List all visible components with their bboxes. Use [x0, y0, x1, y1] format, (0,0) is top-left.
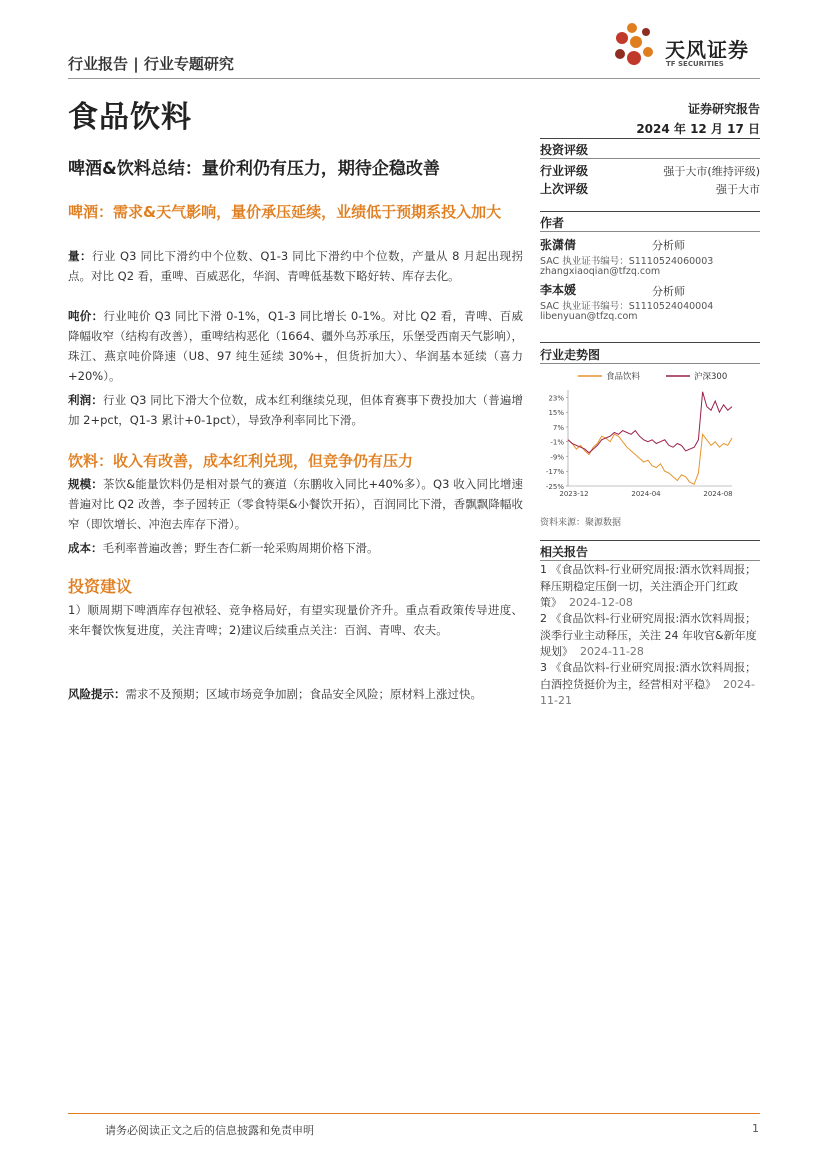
prev-rating-value: 强于大市	[716, 183, 760, 196]
author-cert: SAC 执业证书编号：S1110524040004	[540, 301, 714, 312]
legend-label: 沪深300	[694, 372, 728, 382]
risk-paragraph	[68, 684, 523, 704]
logo-subtext: TF SECURITIES	[666, 60, 724, 68]
related-report-date: 2024-11-21	[540, 677, 755, 707]
trend-divider	[540, 363, 760, 364]
y-tick-label: -25%	[545, 483, 564, 491]
beer-profit-paragraph	[68, 390, 523, 430]
y-tick-label: -9%	[550, 453, 564, 462]
y-tick-label: 7%	[552, 423, 564, 432]
rating-divider	[540, 158, 760, 159]
authors-title: 作者	[540, 216, 565, 230]
beer-section-title: 啤酒：需求&天气影响，量价承压延续，业绩低于预期系投入加大	[68, 203, 502, 221]
related-report-item[interactable]	[540, 611, 758, 661]
footer-disclaimer[interactable]: 请务必阅读正文之后的信息披露和免责申明	[105, 1124, 314, 1137]
y-tick-label: 23%	[548, 394, 564, 403]
current-rating-value: 强于大市(维持评级)	[663, 165, 760, 178]
invest-section-title: 投资建议	[68, 577, 133, 596]
series-line	[568, 434, 732, 484]
drinks-section-title: 饮料：收入有改善，成本红利兑现，但竞争仍有压力	[68, 452, 414, 470]
beer-price-paragraph	[68, 306, 523, 386]
current-rating-label: 行业评级	[540, 164, 589, 178]
price-text: 行业吨价 Q3 同比下滑 0-1%，Q1-3 同比增长 0-1%。对比 Q2 看，青啤、百威降幅收窄（结构有改善），重啤结构恶化（1664、疆外乌苏承压，乐堡受西南天气影响），珠江、燕京吨价降速（U8、97 纯生延续 30%+，但货折加大）、华润基本延续（喜力+20%）。	[68, 309, 524, 383]
related-top-divider	[540, 540, 760, 541]
scale-text: 茶饮&能量饮料仍是相对景气的赛道（东鹏收入同比+40%多）。Q3 收入同比增速普遍对比 Q2 改善，李子园转正（零食特渠&小餐饮开拓），百润同比下滑，香飘飘降幅收窄（即饮增长、冲泡去库存下滑）。	[68, 477, 524, 531]
legend-label: 食品饮料	[606, 372, 641, 382]
rating-top-divider	[540, 138, 760, 139]
trend-title: 行业走势图	[540, 348, 601, 362]
logo-text: 天风证券	[665, 38, 749, 62]
author-email[interactable]: zhangxiaoqian@tfzq.com	[540, 266, 661, 277]
related-report-item[interactable]	[540, 660, 758, 710]
footer-divider	[68, 1113, 760, 1114]
report-date: 2024 年 12 月 17 日	[636, 122, 760, 136]
cost-text: 毛利率普遍改善；野生杏仁新一轮采购周期价格下滑。	[102, 541, 379, 555]
trend-top-divider	[540, 342, 760, 343]
y-tick-label: -17%	[545, 468, 564, 477]
rating-title: 投资评级	[540, 143, 589, 157]
report-category: 行业报告 | 行业专题研究	[68, 55, 234, 73]
volume-text: 行业 Q3 同比下滑约中个位数、Q1-3 同比下滑约中个位数，产量从 8 月起出现拐点。对比 Q2 看，重啤、百威恶化，华润、青啤低基数下略好转、库存去化。	[68, 249, 524, 283]
related-divider	[540, 560, 760, 561]
invest-paragraph: 1）顺周期下啤酒库存包袱轻、竞争格局好，有望实现量价齐升。重点看政策传导进度、来年餐饮恢复进度，关注青啤；2)建议后续重点关注：百润、青啤、农夫。	[68, 603, 523, 637]
profit-label: 利润：	[68, 393, 103, 407]
report-type: 证券研究报告	[687, 102, 760, 116]
profit-text: 行业 Q3 同比下滑大个位数，成本红利继续兑现，但体育赛事下费投加大（普遍增加 2+pct，Q1-3 累计+0-1pct），导致净利率同比下滑。	[68, 393, 523, 427]
author-cert: SAC 执业证书编号：S1110524060003	[540, 256, 714, 267]
beer-volume-paragraph	[68, 246, 523, 286]
risk-text: 需求不及预期；区域市场竞争加剧；食品安全风险；原材料上涨过快。	[125, 687, 482, 701]
x-tick-label: 2024-04	[631, 490, 661, 498]
x-tick-label: 2024-08	[703, 490, 733, 498]
risk-label: 风险提示：	[68, 687, 126, 701]
chart-source: 资料来源：聚源数据	[540, 518, 622, 528]
page-number: 1	[752, 1122, 759, 1135]
related-report-item[interactable]	[540, 562, 758, 612]
y-tick-label: 15%	[548, 409, 564, 418]
related-report-title[interactable]: 1 《食品饮料-行业研究周报:酒水饮料周报；释压期稳定压倒一切，关注酒企开门红政策》	[540, 563, 757, 609]
series-line	[568, 392, 732, 453]
tf-logo-icon	[610, 18, 666, 74]
y-tick-label: -1%	[550, 438, 564, 447]
author-role: 分析师	[652, 285, 685, 298]
x-tick-label: 2023-12	[559, 490, 589, 498]
sector-title: 食品饮料	[68, 100, 192, 135]
volume-label: 量：	[68, 249, 92, 263]
author-name: 李本媛	[540, 283, 577, 297]
related-title: 相关报告	[540, 545, 589, 559]
scale-label: 规模：	[68, 477, 103, 491]
drinks-cost-paragraph	[68, 538, 523, 558]
cost-label: 成本：	[68, 541, 103, 555]
drinks-scale-paragraph	[68, 474, 523, 534]
header-divider	[68, 78, 760, 79]
prev-rating-label: 上次评级	[540, 182, 589, 196]
authors-top-divider	[540, 211, 760, 212]
authors-divider	[540, 231, 760, 232]
related-report-date: 2024-12-08	[569, 596, 633, 609]
price-label: 吨价：	[68, 309, 104, 323]
related-report-date: 2024-11-28	[580, 645, 644, 658]
industry-trend-chart	[540, 366, 760, 500]
author-name: 张潇倩	[540, 238, 577, 252]
author-email[interactable]: libenyuan@tfzq.com	[540, 311, 638, 322]
author-role: 分析师	[652, 239, 685, 252]
report-headline: 啤酒&饮料总结：量价利仍有压力，期待企稳改善	[68, 159, 440, 179]
related-report-title[interactable]: 3 《食品饮料-行业研究周报:酒水饮料周报；白酒控货挺价为主，经营相对平稳》	[540, 661, 757, 691]
related-report-title[interactable]: 2 《食品饮料-行业研究周报:酒水饮料周报；淡季行业主动释压，关注 24 年收官&新年度规划》	[540, 612, 757, 658]
